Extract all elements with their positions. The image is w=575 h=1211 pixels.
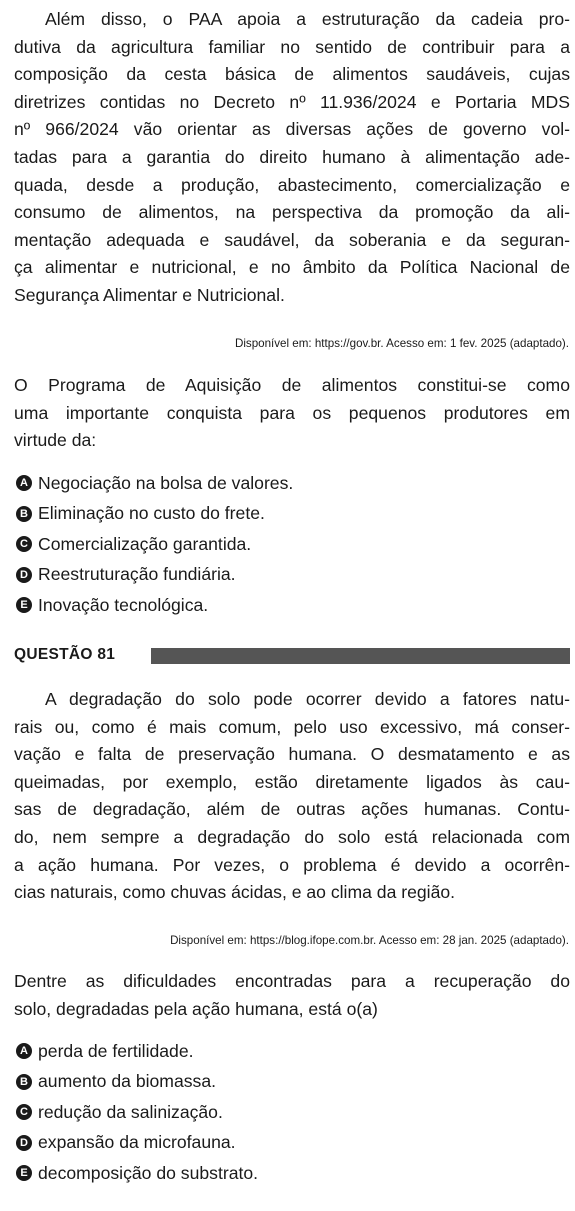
passage-line: mentação adequada e saudável, da soberania e da seguran- [14, 229, 570, 250]
option-letter-badge: E [16, 1165, 32, 1181]
question-81-options [16, 1036, 566, 1189]
option-letter-badge: E [16, 597, 32, 613]
option-text: Comercialização garantida. [38, 533, 252, 554]
option-a[interactable] [16, 468, 566, 499]
option-letter-badge: A [16, 475, 32, 491]
option-letter-badge: C [16, 536, 32, 552]
passage-line: a ação humana. Por vezes, o problema é devido a ocorrên- [14, 854, 570, 875]
stem-line: uma importante conquista para os pequenos produtores em [14, 402, 570, 423]
option-letter-badge: D [16, 567, 32, 583]
stem-line: Dentre as dificuldades encontradas para a recuperação do [14, 971, 570, 991]
option-text: expansão da microfauna. [38, 1132, 236, 1153]
option-text: Eliminação no custo do frete. [38, 503, 265, 524]
option-text: Negociação na bolsa de valores. [38, 472, 294, 493]
option-letter-badge: B [16, 506, 32, 522]
option-b[interactable] [16, 1067, 566, 1098]
passage-line: Segurança Alimentar e Nutricional. [14, 284, 285, 305]
question-81-stem [14, 968, 570, 1023]
stem-line: O Programa de Aquisição de alimentos constitui-se como [14, 375, 570, 395]
question-number-label: QUESTÃO 81 [14, 646, 116, 663]
passage-line: vação e falta de preservação humana. O desmatamento e as [14, 744, 570, 765]
passage-line: do, nem sempre a degradação do solo está relacionada com [14, 826, 570, 847]
option-text: aumento da biomassa. [38, 1071, 216, 1092]
option-b[interactable] [16, 499, 566, 530]
option-text: Reestruturação fundiária. [38, 564, 236, 585]
passage-line: nº 966/2024 vão orientar as diversas ações de governo vol- [14, 119, 570, 140]
option-text: perda de fertilidade. [38, 1040, 194, 1061]
option-e[interactable] [16, 1158, 566, 1189]
passage-line: dutiva da agricultura familiar no sentido de contribuir para a [14, 36, 570, 57]
option-c[interactable] [16, 1097, 566, 1128]
option-letter-badge: A [16, 1043, 32, 1059]
passage-1-source: Disponível em: https://gov.br. Acesso em: 1 fev. 2025 (adaptado). [234, 337, 569, 350]
passage-line: composição da cesta básica de alimentos saudáveis, cujas [14, 64, 570, 85]
option-a[interactable] [16, 1036, 566, 1067]
passage-line: queimadas, por exemplo, estão diretamente ligados às cau- [14, 771, 570, 792]
option-letter-badge: B [16, 1074, 32, 1090]
passage-line: cias naturais, como chuvas ácidas, e ao clima da região. [14, 882, 456, 903]
passage-line: rais ou, como é mais comum, pelo uso excessivo, má conser- [14, 716, 570, 737]
option-d[interactable] [16, 1128, 566, 1159]
option-letter-badge: C [16, 1104, 32, 1120]
passage-line: ça alimentar e nutricional, e no âmbito da Política Nacional de [14, 257, 570, 278]
passage-line: A degradação do solo pode ocorrer devido a fatores natu- [45, 689, 570, 709]
option-d[interactable] [16, 560, 566, 591]
passage-line: tadas para a garantia do direito humano à alimentação ade- [14, 146, 570, 167]
option-letter-badge: D [16, 1135, 32, 1151]
passage-line: sas de degradação, além de outras ações humanas. Contu- [14, 799, 570, 820]
header-bar [151, 648, 570, 664]
option-text: Inovação tecnológica. [38, 594, 209, 615]
question-80-options [16, 468, 566, 621]
option-text: redução da salinização. [38, 1101, 223, 1122]
passage-line: consumo de alimentos, na perspectiva da promoção da ali- [14, 202, 570, 223]
stem-line: solo, degradadas pela ação humana, está o(a) [14, 998, 378, 1019]
stem-line: virtude da: [14, 430, 97, 451]
passage-2-source: Disponível em: https://blog.ifope.com.br. Acesso em: 28 jan. 2025 (adaptado). [170, 934, 569, 947]
question-80-stem [14, 372, 570, 455]
passage-1 [14, 6, 570, 310]
passage-line: diretrizes contidas no Decreto nº 11.936/2024 e Portaria MDS [14, 91, 570, 112]
passage-line: quada, desde a produção, abastecimento, comercialização e [14, 174, 570, 195]
passage-line: Além disso, o PAA apoia a estruturação da cadeia pro- [45, 9, 570, 29]
option-text: decomposição do substrato. [38, 1162, 259, 1183]
passage-2 [14, 686, 570, 907]
option-e[interactable] [16, 590, 566, 621]
option-c[interactable] [16, 529, 566, 560]
question-81-header [14, 644, 570, 666]
